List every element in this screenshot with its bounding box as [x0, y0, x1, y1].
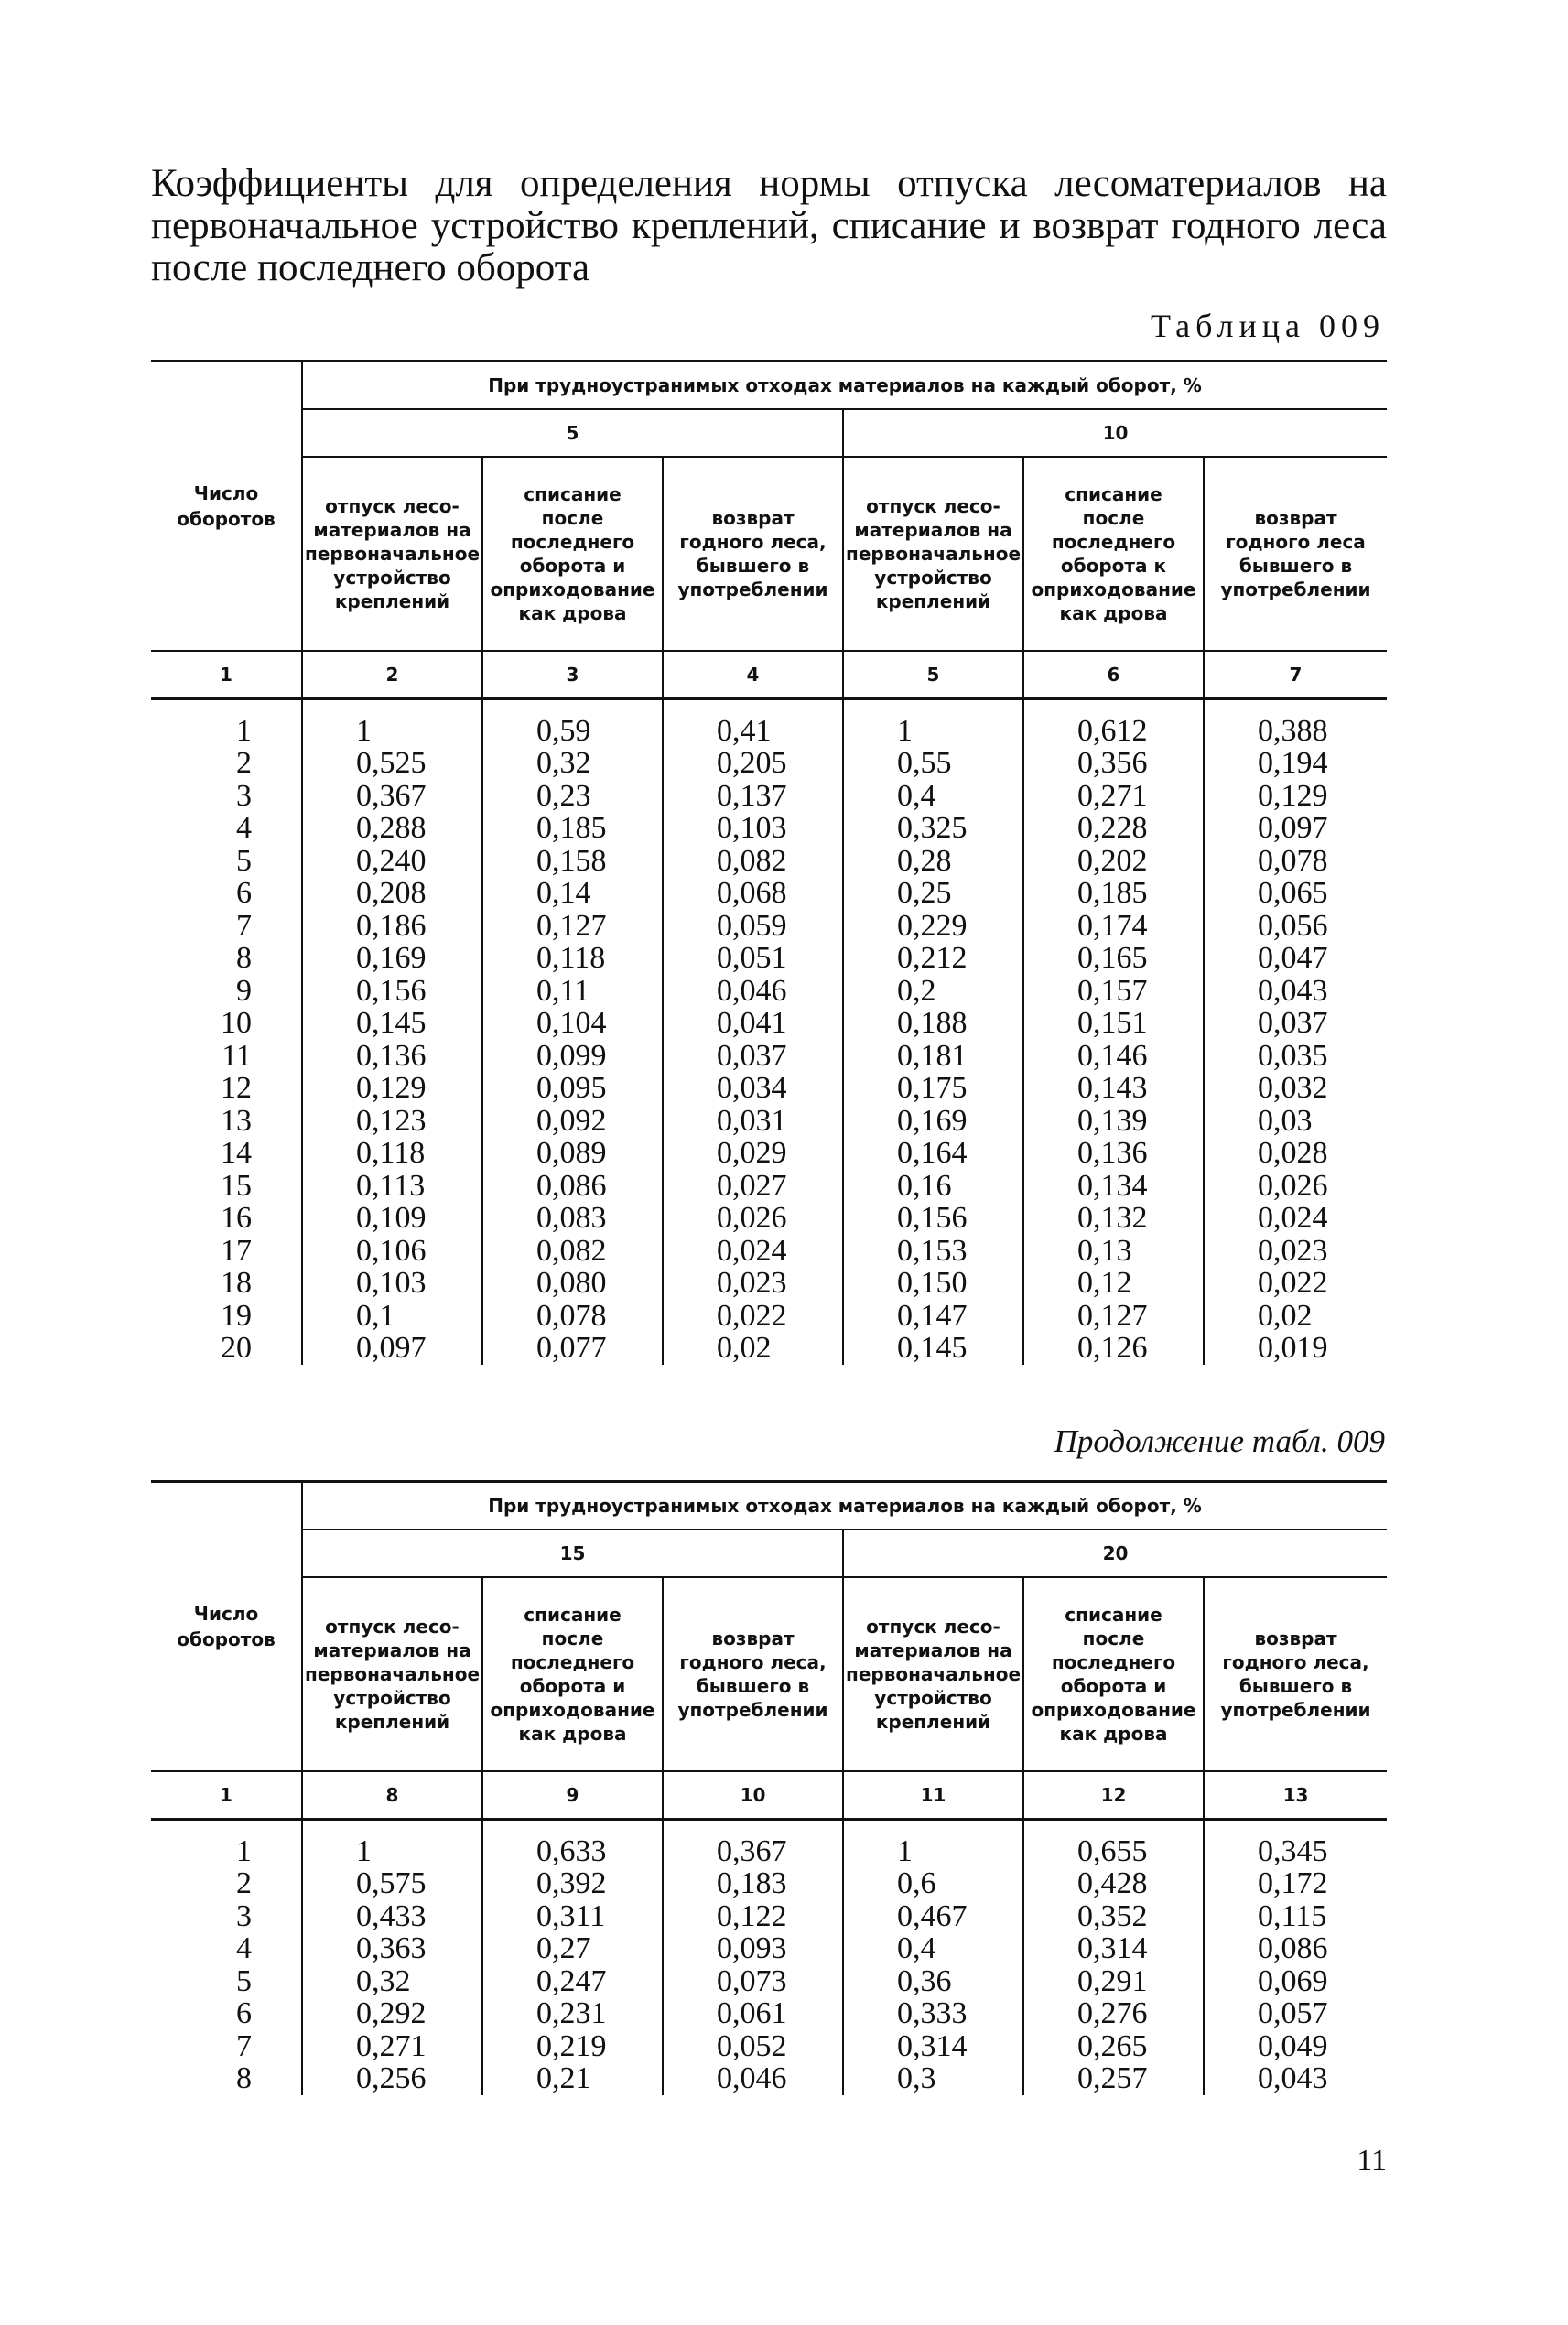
coefficient-cell: 0,056 [1204, 910, 1387, 943]
col-header-return: возврат годного леса, бывшего в употреблении [1204, 1577, 1387, 1771]
coefficient-cell: 0,029 [663, 1137, 843, 1170]
table-row [151, 845, 1387, 878]
coefficient-cell: 0,202 [1023, 845, 1204, 878]
turnover-count-cell: 8 [236, 2061, 252, 2095]
coefficient-cell: 0,097 [302, 1332, 482, 1365]
coefficient-cell: 0,41 [663, 715, 843, 748]
col-header-return: возврат годного леса, бывшего в употреблении [663, 457, 843, 651]
coefficient-cell: 0,024 [663, 1235, 843, 1268]
coefficient-cell: 1 [302, 1835, 482, 1868]
coefficient-cell: 0,051 [663, 942, 843, 975]
col-header-return: возврат годного леса, бывшего в употреблении [663, 1577, 843, 1771]
turnover-count-cell: 14 [221, 1136, 252, 1170]
column-number: 4 [663, 651, 843, 698]
column-number: 10 [663, 1771, 843, 1819]
coefficient-cell: 0,028 [1204, 1137, 1387, 1170]
coefficient-cell: 0,134 [1023, 1170, 1204, 1203]
coefficient-cell: 0,065 [1204, 877, 1387, 910]
coefficient-cell: 0,363 [302, 1932, 482, 1965]
coefficient-cell: 0,32 [482, 747, 663, 780]
table-row [151, 747, 1387, 780]
table-row [151, 1835, 1387, 1868]
coefficient-cell: 0,1 [302, 1300, 482, 1333]
table-row [151, 1267, 1387, 1300]
table-row [151, 942, 1387, 975]
coefficient-cell: 0,292 [302, 1997, 482, 2030]
page-title: Коэффициенты для определения нормы отпуска лесоматериалов на первоначальное устройство креплений, списание и возврат годного леса после последнего оборота [151, 162, 1387, 289]
turnover-count-cell: 12 [221, 1071, 252, 1105]
col-header-writeoff: списание после последнего оборота и оприходование как дрова [1023, 1577, 1204, 1771]
coefficient-cell: 0,099 [482, 1040, 663, 1073]
coefficient-cell: 0,02 [663, 1332, 843, 1365]
coefficient-cell: 0,097 [1204, 812, 1387, 845]
coefficient-cell: 0,057 [1204, 1997, 1387, 2030]
group-header: При трудноустранимых отходах материалов на каждый оборот, % [302, 362, 1387, 410]
coefficient-cell: 0,026 [663, 1202, 843, 1235]
coefficient-cell: 0,02 [1204, 1300, 1387, 1333]
turnover-count-cell: 1 [236, 713, 252, 748]
row-header-turnovers: Число оборотов [151, 1482, 302, 1772]
coefficient-cell: 0,086 [1204, 1932, 1387, 1965]
coefficient-cell: 0,12 [1023, 1267, 1204, 1300]
coefficient-cell: 0,2 [843, 975, 1023, 1008]
coefficient-cell: 0,146 [1023, 1040, 1204, 1073]
turnover-count-cell: 7 [236, 2028, 252, 2063]
coefficient-cell: 0,139 [1023, 1105, 1204, 1138]
coefficient-cell: 0,247 [482, 1965, 663, 1998]
coefficient-cell: 0,36 [843, 1965, 1023, 1998]
coefficient-cell: 0,103 [302, 1267, 482, 1300]
coefficient-cell: 0,575 [302, 1867, 482, 1900]
coefficient-cell: 0,031 [663, 1105, 843, 1138]
coefficient-cell: 0,046 [663, 975, 843, 1008]
coefficient-cell: 0,046 [663, 2062, 843, 2095]
coefficient-cell: 0,106 [302, 1235, 482, 1268]
col-header-writeoff: списание после последнего оборота к оприходование как дрова [1023, 457, 1204, 651]
coefficient-cell: 0,118 [302, 1137, 482, 1170]
coefficient-cell: 0,169 [302, 942, 482, 975]
coefficient-cell: 0,356 [1023, 747, 1204, 780]
table-row [151, 1867, 1387, 1900]
column-number: 1 [151, 651, 302, 698]
coefficient-cell: 0,21 [482, 2062, 663, 2095]
coefficient-cell: 0,181 [843, 1040, 1023, 1073]
table-row [151, 1900, 1387, 1933]
column-number: 5 [843, 651, 1023, 698]
turnover-count-cell: 6 [236, 1996, 252, 2030]
turnover-count-cell: 20 [221, 1331, 252, 1365]
coefficient-cell: 0,23 [482, 780, 663, 813]
coefficient-cell: 0,037 [663, 1040, 843, 1073]
coefficient-cell: 0,078 [1204, 845, 1387, 878]
coefficient-cell: 0,127 [482, 910, 663, 943]
col-header-writeoff: списание после последнего оборота и оприходование как дрова [482, 1577, 663, 1771]
coefficient-cell: 0,175 [843, 1072, 1023, 1105]
coefficient-cell: 0,655 [1023, 1835, 1204, 1868]
coefficient-cell: 0,265 [1023, 2030, 1204, 2063]
coefficient-cell: 0,122 [663, 1900, 843, 1933]
table-row [151, 1202, 1387, 1235]
coefficient-cell: 0,240 [302, 845, 482, 878]
table-row [151, 1170, 1387, 1203]
coefficient-cell: 0,132 [1023, 1202, 1204, 1235]
coefficient-cell: 0,068 [663, 877, 843, 910]
table-row [151, 1997, 1387, 2030]
coefficient-cell: 0,388 [1204, 715, 1387, 748]
coefficient-cell: 0,026 [1204, 1170, 1387, 1203]
coefficient-cell: 1 [843, 715, 1023, 748]
column-number: 1 [151, 1771, 302, 1819]
coefficient-cell: 0,352 [1023, 1900, 1204, 1933]
column-number: 12 [1023, 1771, 1204, 1819]
coefficient-cell: 0,156 [302, 975, 482, 1008]
table-row [151, 2030, 1387, 2063]
turnover-count-cell: 4 [236, 1931, 252, 1965]
coefficient-cell: 0,145 [843, 1332, 1023, 1365]
coefficient-cell: 0,156 [843, 1202, 1023, 1235]
coefficient-cell: 0,32 [302, 1965, 482, 1998]
coefficient-cell: 0,061 [663, 1997, 843, 2030]
table-row [151, 1932, 1387, 1965]
waste-header-15: 15 [302, 1530, 843, 1577]
coefficient-cell: 0,27 [482, 1932, 663, 1965]
coefficient-cell: 0,041 [663, 1007, 843, 1040]
column-number: 8 [302, 1771, 482, 1819]
coefficient-cell: 0,113 [302, 1170, 482, 1203]
coefficient-cell: 0,145 [302, 1007, 482, 1040]
coefficient-cell: 0,392 [482, 1867, 663, 1900]
waste-header-5: 5 [302, 409, 843, 457]
coefficient-cell: 0,143 [1023, 1072, 1204, 1105]
coefficient-cell: 0,115 [1204, 1900, 1387, 1933]
column-number: 2 [302, 651, 482, 698]
coefficient-cell: 0,092 [482, 1105, 663, 1138]
coefficient-cell: 0,022 [663, 1300, 843, 1333]
turnover-count-cell: 4 [236, 811, 252, 845]
coefficient-cell: 0,043 [1204, 2062, 1387, 2095]
turnover-count-cell: 5 [236, 843, 252, 878]
coefficient-cell: 0,073 [663, 1965, 843, 1998]
coefficient-cell: 0,6 [843, 1867, 1023, 1900]
coefficient-cell: 0,147 [843, 1300, 1023, 1333]
coefficient-cell: 0,183 [663, 1867, 843, 1900]
page-number: 11 [1357, 2144, 1387, 2178]
coefficient-cell: 0,25 [843, 877, 1023, 910]
coefficient-cell: 0,059 [663, 910, 843, 943]
table-row [151, 812, 1387, 845]
coefficient-cell: 0,095 [482, 1072, 663, 1105]
coefficient-cell: 0,55 [843, 747, 1023, 780]
coefficient-cell: 0,288 [302, 812, 482, 845]
coefficient-cell: 0,208 [302, 877, 482, 910]
coefficient-cell: 0,231 [482, 1997, 663, 2030]
turnover-count-cell: 2 [236, 746, 252, 780]
table-row [151, 1105, 1387, 1138]
column-number: 11 [843, 1771, 1023, 1819]
coefficient-cell: 0,129 [302, 1072, 482, 1105]
coefficient-cell: 0,158 [482, 845, 663, 878]
coefficient-cell: 0,151 [1023, 1007, 1204, 1040]
coefficient-cell: 0,052 [663, 2030, 843, 2063]
coefficient-cell: 0,188 [843, 1007, 1023, 1040]
col-header-issue: отпуск лесо- материалов на первоначальное устройство креплений [302, 1577, 482, 1771]
coefficient-cell: 0,3 [843, 2062, 1023, 2095]
coefficient-cell: 0,433 [302, 1900, 482, 1933]
coefficient-cell: 0,153 [843, 1235, 1023, 1268]
coefficient-cell: 0,367 [302, 780, 482, 813]
coefficient-cell: 0,104 [482, 1007, 663, 1040]
turnover-count-cell: 15 [221, 1168, 252, 1203]
coefficient-cell: 0,256 [302, 2062, 482, 2095]
col-header-writeoff: списание после последнего оборота и оприходование как дрова [482, 457, 663, 651]
turnover-count-cell: 9 [236, 973, 252, 1008]
coefficient-cell: 0,093 [663, 1932, 843, 1965]
coefficient-cell: 0,082 [482, 1235, 663, 1268]
turnover-count-cell: 11 [222, 1038, 252, 1073]
turnover-count-cell: 1 [236, 1833, 252, 1868]
coefficient-cell: 0,271 [302, 2030, 482, 2063]
coefficient-cell: 0,345 [1204, 1835, 1387, 1868]
coefficient-cell: 0,11 [482, 975, 663, 1008]
coefficient-cell: 0,129 [1204, 780, 1387, 813]
coefficient-cell: 0,314 [1023, 1932, 1204, 1965]
coefficient-cell: 0,311 [482, 1900, 663, 1933]
coefficient-cell: 0,525 [302, 747, 482, 780]
coefficient-cell: 0,03 [1204, 1105, 1387, 1138]
coefficient-cell: 0,043 [1204, 975, 1387, 1008]
turnover-count-cell: 13 [221, 1103, 252, 1138]
col-header-issue: отпуск лесо- материалов на первоначальное устройство креплений [302, 457, 482, 651]
coefficient-cell: 0,118 [482, 942, 663, 975]
table-row [151, 1965, 1387, 1998]
table-row [151, 1332, 1387, 1365]
coefficient-cell: 0,150 [843, 1267, 1023, 1300]
coefficient-cell: 0,089 [482, 1137, 663, 1170]
coefficient-cell: 0,13 [1023, 1235, 1204, 1268]
table-row [151, 910, 1387, 943]
coefficients-table-1 [151, 360, 1387, 1365]
coefficient-cell: 0,123 [302, 1105, 482, 1138]
coefficient-cell: 0,4 [843, 1932, 1023, 1965]
table-row [151, 715, 1387, 748]
coefficient-cell: 0,127 [1023, 1300, 1204, 1333]
coefficient-cell: 0,032 [1204, 1072, 1387, 1105]
coefficient-cell: 0,229 [843, 910, 1023, 943]
turnover-count-cell: 8 [236, 941, 252, 975]
table-row [151, 780, 1387, 813]
coefficient-cell: 0,612 [1023, 715, 1204, 748]
coefficient-cell: 0,165 [1023, 942, 1204, 975]
column-number: 9 [482, 1771, 663, 1819]
table-row [151, 1137, 1387, 1170]
coefficient-cell: 0,077 [482, 1332, 663, 1365]
coefficient-cell: 0,022 [1204, 1267, 1387, 1300]
column-number: 6 [1023, 651, 1204, 698]
coefficient-cell: 0,367 [663, 1835, 843, 1868]
coefficient-cell: 0,126 [1023, 1332, 1204, 1365]
coefficient-cell: 0,205 [663, 747, 843, 780]
waste-header-20: 20 [843, 1530, 1387, 1577]
coefficient-cell: 0,024 [1204, 1202, 1387, 1235]
coefficient-cell: 1 [843, 1835, 1023, 1868]
coefficient-cell: 0,276 [1023, 1997, 1204, 2030]
turnover-count-cell: 5 [236, 1963, 252, 1998]
coefficient-cell: 0,083 [482, 1202, 663, 1235]
coefficient-cell: 0,169 [843, 1105, 1023, 1138]
turnover-count-cell: 6 [236, 876, 252, 910]
coefficient-cell: 0,257 [1023, 2062, 1204, 2095]
turnover-count-cell: 2 [236, 1866, 252, 1900]
coefficient-cell: 0,082 [663, 845, 843, 878]
coefficient-cell: 0,109 [302, 1202, 482, 1235]
coefficient-cell: 0,023 [663, 1267, 843, 1300]
table-row [151, 1007, 1387, 1040]
column-number: 7 [1204, 651, 1387, 698]
column-number: 13 [1204, 1771, 1387, 1819]
turnover-count-cell: 17 [221, 1233, 252, 1268]
coefficient-cell: 0,185 [482, 812, 663, 845]
group-header: При трудноустранимых отходах материалов на каждый оборот, % [302, 1482, 1387, 1530]
table-row [151, 1300, 1387, 1333]
coefficient-cell: 0,136 [302, 1040, 482, 1073]
coefficient-cell: 0,4 [843, 780, 1023, 813]
coefficient-cell: 0,019 [1204, 1332, 1387, 1365]
turnover-count-cell: 18 [221, 1266, 252, 1300]
coefficient-cell: 0,325 [843, 812, 1023, 845]
coefficient-cell: 0,136 [1023, 1137, 1204, 1170]
turnover-count-cell: 3 [236, 1898, 252, 1933]
turnover-count-cell: 3 [236, 778, 252, 813]
coefficient-cell: 0,078 [482, 1300, 663, 1333]
coefficient-cell: 0,467 [843, 1900, 1023, 1933]
table-row [151, 975, 1387, 1008]
table-row [151, 1072, 1387, 1105]
col-header-return: возврат годного леса бывшего в употреблении [1204, 457, 1387, 651]
col-header-issue: отпуск лесо- материалов на первоначальное устройство креплений [843, 1577, 1023, 1771]
coefficient-cell: 0,271 [1023, 780, 1204, 813]
turnover-count-cell: 7 [236, 908, 252, 943]
table-row [151, 1040, 1387, 1073]
coefficient-cell: 0,428 [1023, 1867, 1204, 1900]
table-label: Таблица 009 [1151, 308, 1385, 344]
coefficient-cell: 0,333 [843, 1997, 1023, 2030]
coefficient-cell: 0,069 [1204, 1965, 1387, 1998]
column-number: 3 [482, 651, 663, 698]
coefficient-cell: 0,137 [663, 780, 843, 813]
coefficient-cell: 0,228 [1023, 812, 1204, 845]
coefficient-cell: 0,186 [302, 910, 482, 943]
turnover-count-cell: 16 [221, 1201, 252, 1235]
continuation-label: Продолжение табл. 009 [1054, 1423, 1385, 1459]
coefficient-cell: 0,16 [843, 1170, 1023, 1203]
table-row [151, 2062, 1387, 2095]
coefficient-cell: 0,034 [663, 1072, 843, 1105]
waste-header-10: 10 [843, 409, 1387, 457]
coefficient-cell: 0,291 [1023, 1965, 1204, 1998]
table-row [151, 877, 1387, 910]
coefficient-cell: 0,185 [1023, 877, 1204, 910]
coefficient-cell: 0,174 [1023, 910, 1204, 943]
col-header-issue: отпуск лесо- материалов на первоначальное устройство креплений [843, 457, 1023, 651]
table-row [151, 1235, 1387, 1268]
coefficient-cell: 0,314 [843, 2030, 1023, 2063]
coefficient-cell: 0,047 [1204, 942, 1387, 975]
coefficient-cell: 0,194 [1204, 747, 1387, 780]
turnover-count-cell: 19 [221, 1298, 252, 1333]
coefficient-cell: 0,219 [482, 2030, 663, 2063]
coefficient-cell: 0,049 [1204, 2030, 1387, 2063]
coefficient-cell: 0,037 [1204, 1007, 1387, 1040]
coefficient-cell: 0,023 [1204, 1235, 1387, 1268]
coefficient-cell: 0,080 [482, 1267, 663, 1300]
coefficients-table-2 [151, 1480, 1387, 2095]
coefficient-cell: 0,212 [843, 942, 1023, 975]
turnover-count-cell: 10 [221, 1006, 252, 1040]
coefficient-cell: 0,164 [843, 1137, 1023, 1170]
coefficient-cell: 0,59 [482, 715, 663, 748]
coefficient-cell: 0,28 [843, 845, 1023, 878]
coefficient-cell: 0,172 [1204, 1867, 1387, 1900]
coefficient-cell: 0,14 [482, 877, 663, 910]
coefficient-cell: 0,035 [1204, 1040, 1387, 1073]
coefficient-cell: 0,633 [482, 1835, 663, 1868]
coefficient-cell: 1 [302, 715, 482, 748]
coefficient-cell: 0,157 [1023, 975, 1204, 1008]
row-header-turnovers: Число оборотов [151, 362, 302, 652]
coefficient-cell: 0,086 [482, 1170, 663, 1203]
coefficient-cell: 0,103 [663, 812, 843, 845]
coefficient-cell: 0,027 [663, 1170, 843, 1203]
